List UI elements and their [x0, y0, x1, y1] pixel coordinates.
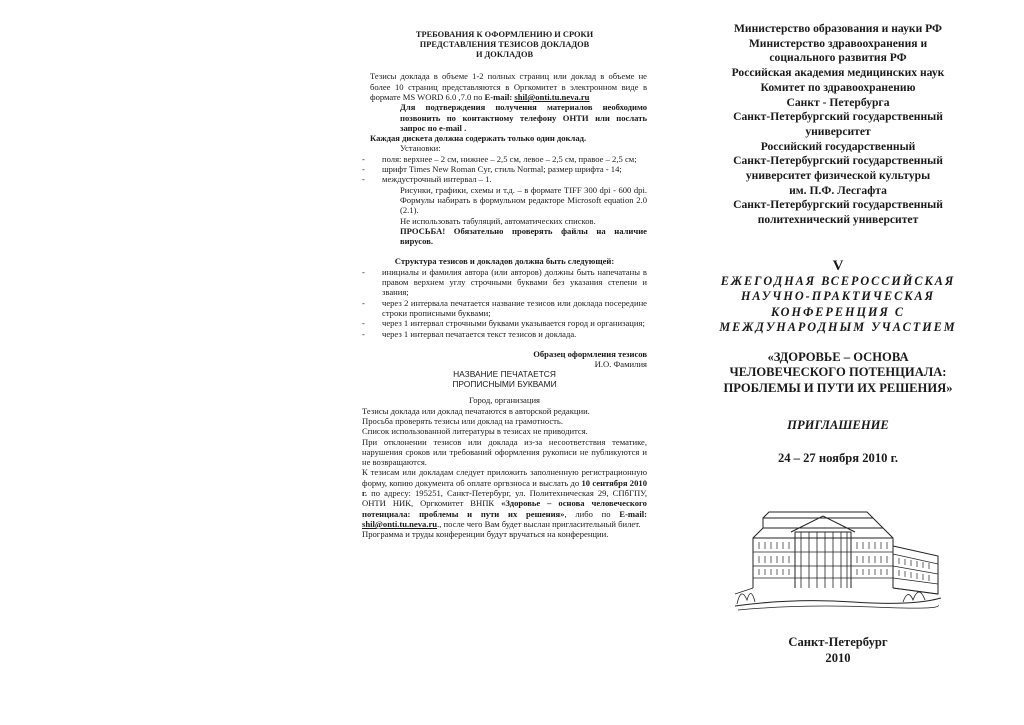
- invitation-label: ПРИГЛАШЕНИЕ: [787, 418, 889, 433]
- email-link-2[interactable]: shil@onti.tu.neva.ru: [362, 518, 438, 529]
- sample-line: Список использованной литературы в тезисах не приводится.: [362, 426, 588, 437]
- invitation-cover: [690, 22, 986, 666]
- conference-title: ЕЖЕГОДНАЯ ВСЕРОССИЙСКАЯ НАУЧНО-ПРАКТИЧЕСКАЯ КОНФЕРЕНЦИЯ С МЕЖДУНАРОДНЫМ УЧАСТИЕМ: [719, 273, 957, 335]
- no-tabs-note: Не использовать табуляций, автоматических списков.: [400, 215, 596, 226]
- sample-line: Просьба проверять тезисы или доклад на грамотность.: [362, 416, 564, 426]
- intro-paragraph: Тезисы доклада в объеме 1-2 полных страниц или доклад в объеме не более 10 страниц представляются в Оргкомитет в электронном виде в формате MS WORD 6.0 ,7.0 по E-mail: shil@onti.tu.neva.ru: [370, 71, 647, 102]
- list-item: - через 2 интервала печатается название тезисов или доклада посередине строки прописными буквами;: [362, 297, 647, 318]
- list-item: - инициалы и фамилия автора (или авторов) должны быть напечатаны в правом верхнем углу строчными буквами без указания степени и звания;: [362, 266, 647, 298]
- email-link[interactable]: shil@onti.tu.neva.ru: [514, 91, 590, 102]
- sample-title: НАЗВАНИЕ ПЕЧАТАЕТСЯ ПРОПИСНЫМИ БУКВАМИ: [452, 369, 557, 390]
- sample-line: Тезисы доклада или доклад печатаются в авторской редакции.: [362, 405, 590, 416]
- figures-paragraph: Рисунки, графики, схемы и т.д. – в формате TIFF 300 dpi - 600 dpi. Формулы набирать в формульном редакторе Microsoft equation 2.0 (2.1).: [400, 184, 647, 216]
- organizers-list: Министерство образования и науки РФ Министерство здравоохранения и социального развития РФ Российская академия медицинских наук Комитет по здравоохранению Санкт - Петербурга Санкт-Петербургский государственный университет Российский государственный Санкт-Петербургский государственный университет физической культуры им. П.Ф. Лесгафта Санкт-Петербургский государственный политехнический университет: [731, 22, 945, 227]
- sample-city: Город, организация: [468, 395, 540, 406]
- sample-author: И.О. Фамилия: [594, 359, 647, 370]
- list-item: - поля: верхнее – 2 см, нижнее – 2,5 см, левое – 2,5 см, правое – 2,5 см;: [362, 153, 637, 164]
- conference-number: V: [832, 257, 844, 274]
- building-illustration: [733, 506, 943, 614]
- program-note: Программа и труды конференции будут вручаться на конференции.: [362, 529, 609, 540]
- submission-paragraph: К тезисам или докладам следует приложить заполненную регистрационную форму, копию документа об оплате оргвзноса и выслать до 10 сентября 2010 г. по адресу: 195251, Санкт-Петербург, ул. Политехническая 29, СПбГПУ, ОНТИ НИК, Оргкомитет ВНПК «Здоровье – основа человеческого потенциала: проблемы и пути их решения», либо по E-mail: shil@onti.tu.neva.ru., после чего Вам будет выслан пригласительный билет.: [362, 467, 647, 529]
- requirements-heading: ТРЕБОВАНИЯ К ОФОРМЛЕНИЮ И СРОКИ ПРЕДСТАВЛЕНИЯ ТЕЗИСОВ ДОКЛАДОВ И ДОКЛАДОВ: [415, 30, 594, 59]
- settings-label: Установки:: [400, 143, 441, 154]
- conference-dates: 24 – 27 ноября 2010 г.: [777, 451, 899, 466]
- list-item: - через 1 интервал строчными буквами указывается город и организация;: [362, 318, 645, 329]
- university-building-icon: [733, 506, 943, 614]
- list-item: - междустрочный интервал – 1.: [362, 174, 492, 185]
- structure-heading: Структура тезисов и докладов должна быть следующей:: [394, 256, 615, 267]
- sample-line: При отклонении тезисов или доклада из-за несоответствия тематике, нарушения сроков или требований оформления рукописи не публикуются и не возвращаются.: [362, 436, 647, 468]
- list-item: - через 1 интервал печатается текст тезисов и доклада.: [362, 328, 577, 339]
- virus-request: ПРОСЬБА! Обязательно проверять файлы на наличие вирусов.: [400, 225, 647, 247]
- confirm-paragraph: Для подтверждения получения материалов необходимо позвонить по контактному телефону ОНТИ или послать запрос по e-mail .: [400, 102, 647, 133]
- diskette-note: Каждая дискета должна содержать только один доклад.: [370, 133, 587, 144]
- conference-theme: «ЗДОРОВЬЕ – ОСНОВА ЧЕЛОВЕЧЕСКОГО ПОТЕНЦИАЛА: ПРОБЛЕМЫ И ПУТИ ИХ РЕШЕНИЯ»: [723, 349, 953, 395]
- sample-heading: Образец оформления тезисов: [533, 348, 647, 359]
- publication-place: Санкт-Петербург 2010: [788, 635, 888, 666]
- requirements-page: [362, 30, 647, 540]
- list-item: - шрифт Times New Roman Cyr, стиль Normal; размер шрифта - 14;: [362, 164, 622, 175]
